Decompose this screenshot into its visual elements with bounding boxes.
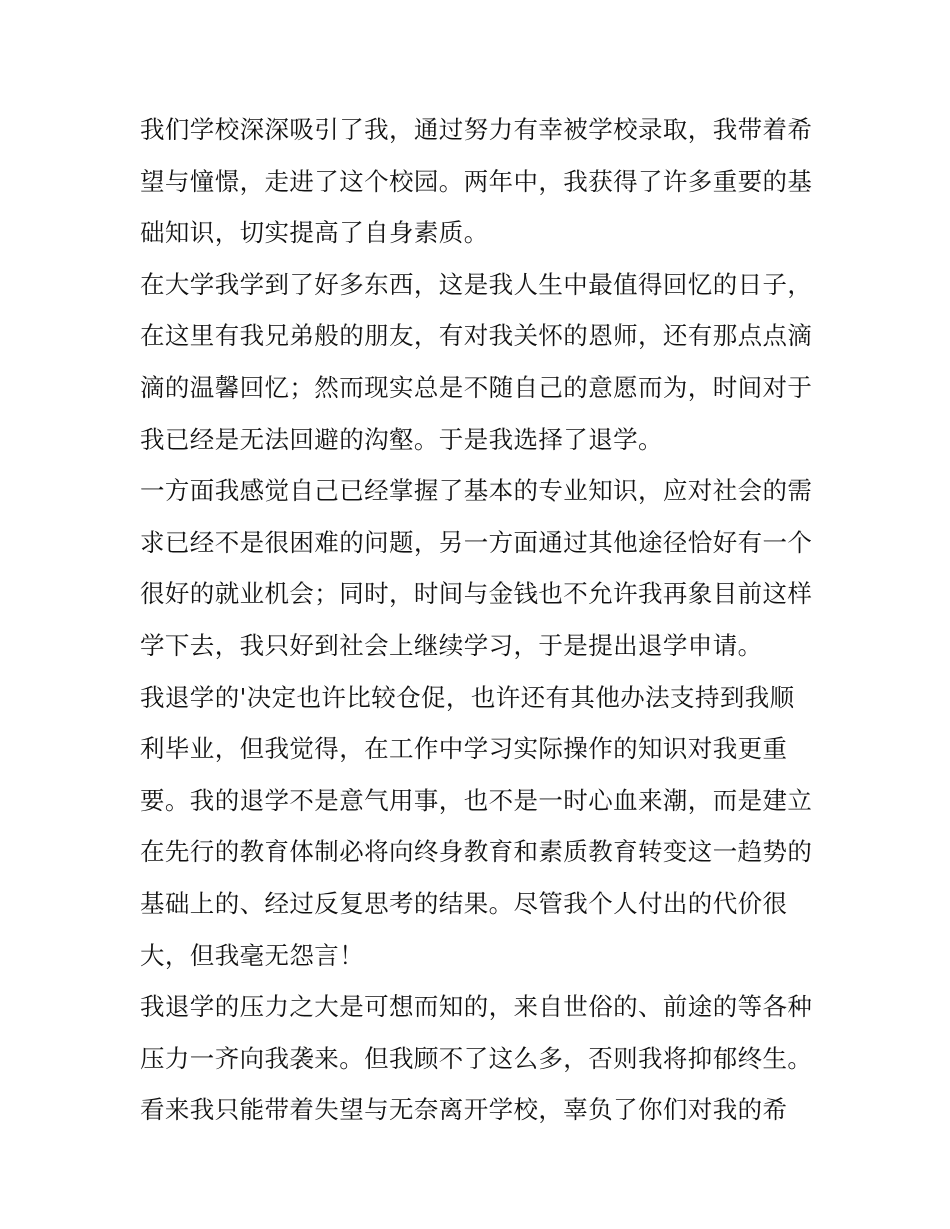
text-line: 一方面我感觉自己已经掌握了基本的专业知识，应对社会的需 (140, 476, 813, 506)
text-line: 基础上的、经过反复思考的结果。尽管我个人付出的代价很 (140, 888, 788, 918)
text-line: 在先行的教育体制必将向终身教育和素质教育转变这一趋势的 (140, 837, 813, 867)
text-line: 我已经是无法回避的沟壑。于是我选择了退学。 (140, 424, 663, 454)
text-line: 看来我只能带着失望与无奈离开学校，辜负了你们对我的希 (140, 1095, 788, 1125)
text-line: 在这里有我兄弟般的朋友，有对我关怀的恩师，还有那点点滴 (140, 321, 813, 351)
text-line: 滴的温馨回忆；然而现实总是不随自己的意愿而为，时间对于 (140, 372, 813, 402)
text-line: 利毕业，但我觉得，在工作中学习实际操作的知识对我更重 (140, 734, 788, 764)
text-line: 压力一齐向我袭来。但我顾不了这么多，否则我将抑郁终生。 (140, 1043, 813, 1073)
document-body (140, 104, 820, 1136)
text-line: 础知识，切实提高了自身素质。 (140, 218, 489, 248)
text-line: 我退学的'决定也许比较仓促，也许还有其他办法支持到我顺 (140, 682, 795, 712)
text-line: 要。我的退学不是意气用事，也不是一时心血来潮，而是建立 (140, 785, 813, 815)
text-line: 在大学我学到了好多东西，这是我人生中最值得回忆的日子， (140, 269, 813, 299)
text-line: 求已经不是很困难的问题，另一方面通过其他途径恰好有一个 (140, 527, 813, 557)
text-line: 望与憧憬，走进了这个校园。两年中，我获得了许多重要的基 (140, 166, 813, 196)
text-line: 我退学的压力之大是可想而知的，来自世俗的、前途的等各种 (140, 992, 813, 1022)
text-line: 我们学校深深吸引了我，通过努力有幸被学校录取，我带着希 (140, 115, 813, 144)
text-line: 大，但我毫无怨言！ (140, 940, 365, 970)
text-line: 很好的就业机会；同时，时间与金钱也不允许我再象目前这样 (140, 579, 813, 609)
text-line: 学下去，我只好到社会上继续学习，于是提出退学申请。 (140, 630, 763, 660)
